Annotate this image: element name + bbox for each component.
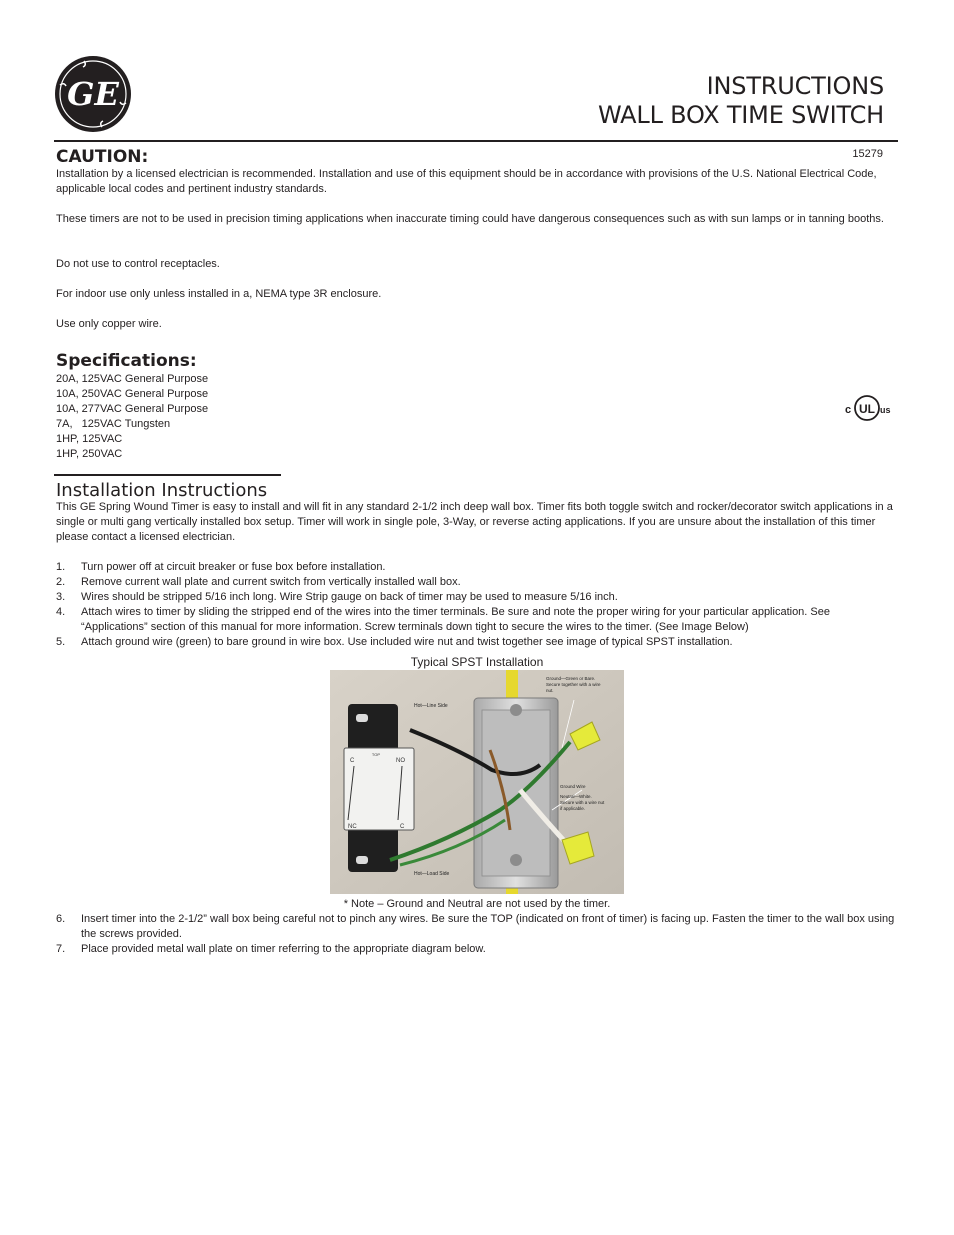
list-item <box>56 942 896 957</box>
title-rule <box>54 140 898 142</box>
step-text: Wires should be stripped 5/16 inch long. Wire Strip gauge on back of timer may be used to measure 5/16 inch. <box>81 591 618 603</box>
step-text: Place provided metal wall plate on timer referring to the appropriate diagram below. <box>81 943 486 955</box>
step-text: Attach ground wire (green) to bare ground in wire box. Use included wire nut and twist together see image of typical SPST installation. <box>81 636 733 648</box>
step-number: 6. <box>56 913 66 925</box>
caution-paragraph: These timers are not to be used in precision timing applications when inaccurate timing could have dangerous consequences such as with sun lamps or in tanning booths. <box>56 213 884 225</box>
caution-heading: CAUTION: <box>56 147 149 167</box>
list-item <box>56 635 896 650</box>
installation-heading: Installation Instructions <box>56 480 268 501</box>
step-text: Insert timer into the 2-1/2” wall box being careful not to pinch any wires. Be sure the TOP (indicated on front of timer) is facing up. Fasten the timer to the wall box using the screws provided. <box>81 913 895 940</box>
step-number: 1. <box>56 561 66 573</box>
step-number: 3. <box>56 591 66 603</box>
installation-steps-list-continued <box>56 912 896 957</box>
ul-listed-mark <box>840 393 894 423</box>
timer-terminal-c-top: C <box>350 758 355 764</box>
step-number: 5. <box>56 636 66 648</box>
label-neutral-2: Secure with a wire nut <box>560 800 605 805</box>
label-ground-note-2: Secure together with a wire <box>546 682 601 687</box>
label-hot-load: Hot—Load Side <box>414 871 450 877</box>
spec-item: 10A, 250VAC General Purpose <box>56 388 209 400</box>
spec-item: 1HP, 125VAC <box>56 433 123 445</box>
caution-paragraph: Installation by a licensed electrician is recommended. Installation and use of this equipment should be in accordance with provisions of the U.S. National Electrical Code, applicable local codes and pertinent industry standards. <box>56 168 877 195</box>
spec-item: 1HP, 250VAC <box>56 448 123 460</box>
spst-installation-photo <box>330 670 624 894</box>
title-line-2: WALL BOX TIME SWITCH <box>597 101 884 129</box>
step-text: Attach wires to timer by sliding the stripped end of the wires into the timer terminals. Be sure and note the proper wiring for your particular application. See “Applications” section of this manual for more information. Screw terminals down tight to secure the wires to the timer. (See Image Below) <box>81 606 830 633</box>
figure-note: * Note – Ground and Neutral are not used by the timer. <box>343 898 611 910</box>
step-text: Remove current wall plate and current switch from vertically installed wall box. <box>81 576 461 588</box>
ge-logo-text: GE <box>67 75 119 113</box>
installation-intro: This GE Spring Wound Timer is easy to install and will fit in any standard 2-1/2 inch deep wall box. Timer fits both toggle switch and rocker/decorator switch applications in a single or multi gang vertically installed box setup. Timer will work in single pole, 3-Way, or reverse acting applications. If you are unsure about the installation of this timer please contact a licensed electrician. <box>56 501 893 543</box>
list-item <box>56 590 896 605</box>
spec-item: 7A, 125VAC Tungsten <box>56 418 171 430</box>
caution-paragraph: Use only copper wire. <box>56 318 162 330</box>
list-item <box>56 560 896 575</box>
timer-terminal-no: NO <box>396 758 405 764</box>
label-ground-wire: Ground Wire <box>560 784 586 789</box>
ge-logo <box>54 55 132 133</box>
step-number: 7. <box>56 943 66 955</box>
doc-number: 15279 <box>852 148 883 160</box>
caution-paragraph: Do not use to control receptacles. <box>56 258 220 270</box>
timer-terminal-nc: NC <box>348 824 357 830</box>
list-item <box>56 575 896 590</box>
label-ground-note-3: nut. <box>546 688 554 693</box>
list-item <box>56 605 896 635</box>
label-neutral-1: Neutral—White. <box>560 794 592 799</box>
section-rule <box>54 474 281 476</box>
specifications-heading: Specifications: <box>56 351 197 371</box>
list-item <box>56 912 896 942</box>
timer-top-label: TOP <box>371 752 381 757</box>
title-line-1: INSTRUCTIONS <box>706 72 884 100</box>
step-number: 4. <box>56 606 66 618</box>
ul-mark-left: c <box>845 404 852 416</box>
ul-mark-right: us <box>880 405 891 415</box>
ul-mark-center: UL <box>859 402 875 416</box>
spec-list <box>56 372 208 462</box>
caution-paragraph: For indoor use only unless installed in a, NEMA type 3R enclosure. <box>56 288 382 300</box>
spec-item: 20A, 125VAC General Purpose <box>56 373 209 385</box>
installation-steps-list <box>56 560 896 650</box>
figure-caption: Typical SPST Installation <box>410 655 544 669</box>
spec-item: 10A, 277VAC General Purpose <box>56 403 209 415</box>
document-title <box>598 72 884 130</box>
label-ground-note-1: Ground—Green or Bare. <box>546 676 596 681</box>
label-hot-line: Hot—Line Side <box>414 703 448 709</box>
step-number: 2. <box>56 576 66 588</box>
step-text: Turn power off at circuit breaker or fuse box before installation. <box>81 561 386 573</box>
timer-terminal-c-bottom: C <box>400 824 405 830</box>
label-neutral-3: if applicable. <box>560 806 586 811</box>
